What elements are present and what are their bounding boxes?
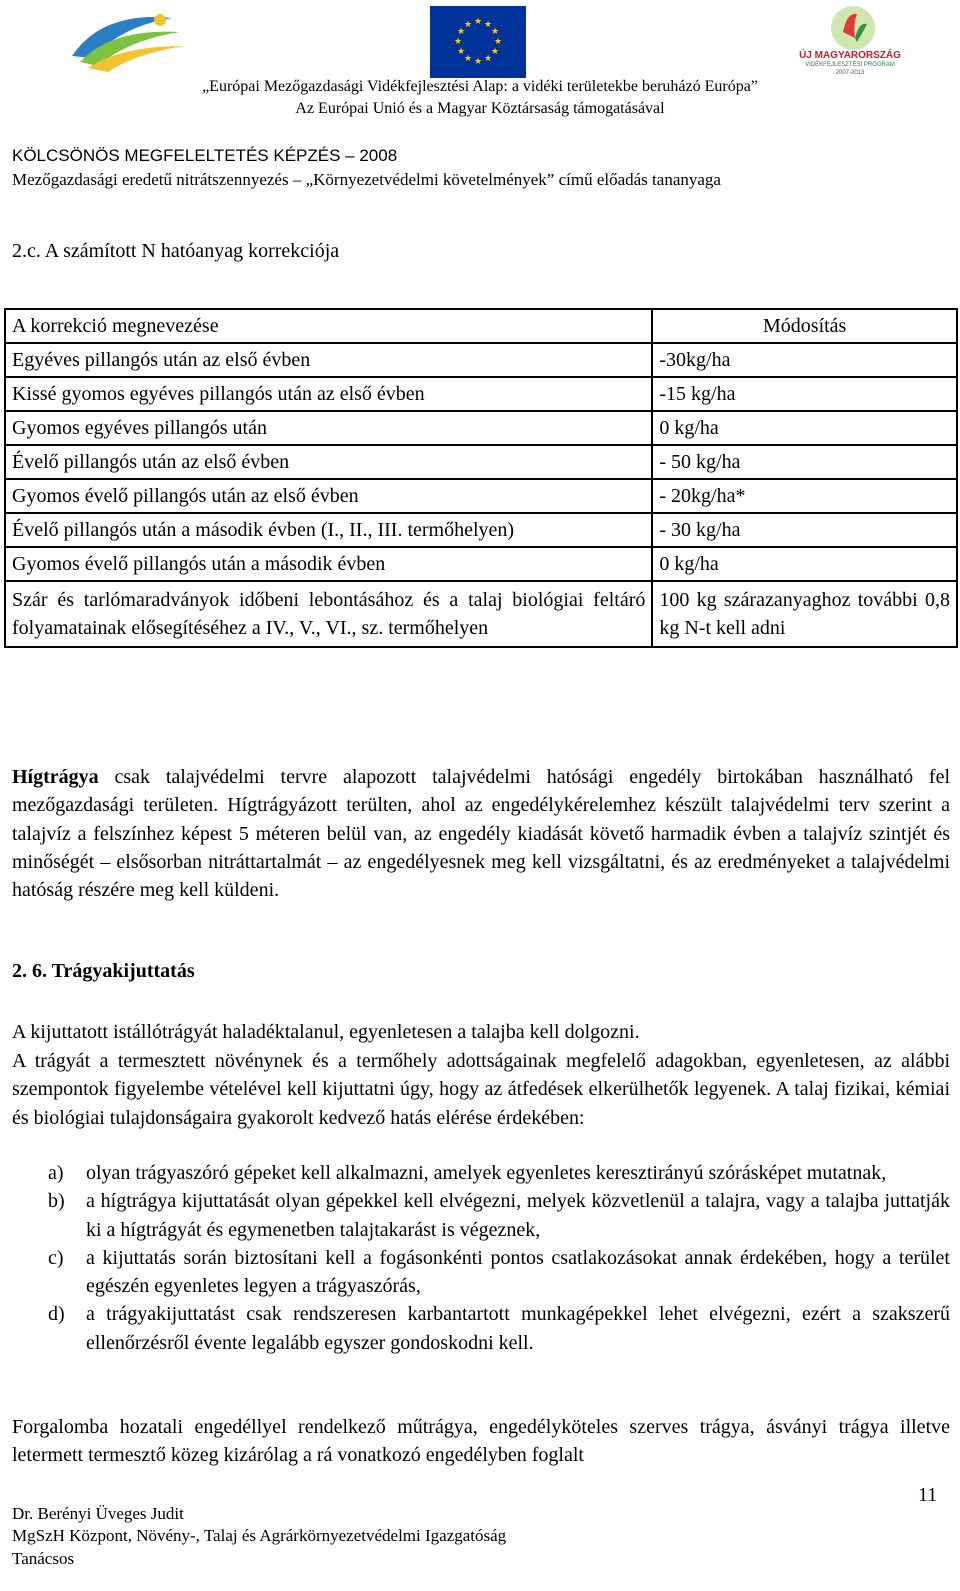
svg-text:★: ★ [473, 17, 483, 27]
uj-magyarorszag-logo [795, 2, 905, 80]
table-cell-value: 0 kg/ha [652, 547, 957, 581]
table-row [5, 581, 957, 647]
table-cell-value: - 30 kg/ha [652, 513, 957, 547]
svg-text:★: ★ [490, 27, 500, 37]
list-text: a trágyakijuttatást csak rendszeresen karbantartott munkagépekkel lehet elvégezni, ezért a szakszerű ellenőrzésről évente legalább egyszer gondoskodni kell. [86, 1303, 950, 1354]
list-item [12, 1159, 950, 1187]
table-cell-name: Szár és tarlómaradványok időbeni lebontásához és a talaj biológiai feltáró folyamatainak elősegítéséhez a IV., V., VI., sz. termőhelyen [5, 581, 652, 647]
list-marker: c) [48, 1246, 64, 1269]
manure-paragraph: A kijuttatott istállótrágyát haladéktalanul, egyenletesen a talajba kell dolgozni. [12, 1021, 640, 1043]
footer-organization: MgSzH Központ, Növény-, Talaj és Agrárkörnyezetvédelmi Igazgatóság [12, 1526, 507, 1545]
list-item [12, 1187, 950, 1244]
slurry-text: csak talajvédelmi tervre alapozott talajvédelmi hatósági engedély birtokában használható fel mezőgazdasági területen. Hígtrágyázott terülten, ahol az engedélykérelemhez készült talajvédelmi terv szerint a talajvíz a felszínhez képest 5 méteren belül van, az engedély kiadását követő harmadik évben a talajvíz szintjét és minőségét – elsősorban nitráttartalmát – az engedélyesnek meg kell vizsgáltatni, és az eredményeket a talajvédelmi hatóság részére meg kell küldeni. [12, 766, 950, 902]
list-text: a kijuttatás során biztosítani kell a fogásonkénti pontos csatlakozásokat annak érdekében, hogy a terület egészén egyenletes legyen a trágyaszórás, [86, 1246, 950, 1298]
table-row [5, 377, 957, 411]
svg-text:★: ★ [473, 57, 483, 67]
svg-text:★: ★ [453, 37, 463, 47]
list-text: olyan trágyaszóró gépeket kell alkalmazni, amelyek egyenletes keresztirányú szórásképet mutatnak, [86, 1162, 887, 1184]
table-cell-name: Gyomos évelő pillangós után az első évben [5, 479, 652, 513]
table-row [5, 411, 957, 445]
course-title: KÖLCSÖNÖS MEGFELELTETÉS KÉPZÉS – 2008 [12, 146, 398, 165]
application-paragraph: A trágyát a termesztett növénynek és a termőhely adottságainak megfelelő adagokban, egyenletesen, az alábbi szempontok figyelembe vételével kell kijuttatni úgy, hogy az átfedések elkerülhetők legyenek. A talaj fizikai, kémiai és biológiai tulajdonságaira gyakorolt kedvező hatás elérése érdekében: [12, 1050, 950, 1129]
svg-text:★: ★ [463, 54, 473, 64]
svg-text:★: ★ [493, 37, 503, 47]
subsection-heading: 2. 6. Trágyakijuttatás [12, 960, 195, 982]
support-line: Az Európai Unió és a Magyar Köztársaság támogatásával [295, 100, 665, 117]
requirements-list [12, 1159, 950, 1357]
page-number: 11 [918, 1484, 938, 1506]
list-marker: b) [48, 1190, 65, 1213]
section-heading: 2.c. A számított N hatóanyag korrekciója [12, 240, 340, 262]
table-cell-name: Évelő pillangós után az első évben [5, 445, 652, 479]
footer-author: Dr. Berényi Üveges Judit [12, 1504, 184, 1523]
eafrd-logo [62, 6, 190, 76]
logo-right-years: 2007-2013 [835, 70, 865, 76]
table-cell-value: -30kg/ha [652, 343, 957, 377]
table-header-name: A korrekció megnevezése [5, 309, 652, 343]
slurry-paragraph [12, 763, 950, 904]
table-cell-name: Gyomos egyéves pillangós után [5, 411, 652, 445]
table-row [5, 445, 957, 479]
fertilizer-paragraph: Forgalomba hozatali engedéllyel rendelkező műtrágya, engedélyköteles szerves trágya, ásványi trágya illetve letermett termesztő közeg kizárólag a rá vonatkozó engedélyben foglalt [12, 1416, 950, 1467]
logo-right-subtitle: VIDÉKFEJLESZTÉSI PROGRAM [805, 62, 895, 68]
svg-text:★: ★ [483, 54, 493, 64]
table-cell-value: - 50 kg/ha [652, 445, 957, 479]
table-cell-name: Egyéves pillangós után az első évben [5, 343, 652, 377]
funding-line: „Európai Mezőgazdasági Vidékfejlesztési Alap: a vidéki területekbe beruházó Európa” [202, 78, 758, 95]
list-marker: d) [48, 1303, 65, 1326]
course-subtitle: Mezőgazdasági eredetű nitrátszennyezés – „Környezetvédelmi követelmények” című előadás tananyaga [12, 170, 721, 189]
table-header-modification: Módosítás [652, 309, 957, 343]
table-row [5, 513, 957, 547]
footer-role: Tanácsos [12, 1549, 75, 1568]
svg-text:★: ★ [483, 20, 493, 30]
table-row [5, 343, 957, 377]
list-item [12, 1300, 950, 1357]
svg-text:★: ★ [490, 47, 500, 57]
table-cell-value: 100 kg szárazanyaghoz további 0,8 kg N-t kell adni [652, 581, 957, 647]
table-cell-name: Évelő pillangós után a második évben (I., II., III. termőhelyen) [5, 513, 652, 547]
list-item [12, 1244, 950, 1301]
table-row [5, 479, 957, 513]
table-cell-value: - 20kg/ha* [652, 479, 957, 513]
list-text: a hígtrágya kijuttatását olyan gépekkel kell elvégezni, melyek közvetlenül a talajra, vagy a talajba juttatják ki a hígtrágyát és egymenetben talajtakarást is végeznek, [86, 1190, 950, 1241]
slurry-term: Hígtrágya [12, 766, 99, 788]
svg-text:★: ★ [456, 27, 466, 37]
logo-right-title: ÚJ MAGYARORSZÁG [799, 50, 901, 61]
table-cell-name: Kissé gyomos egyéves pillangós után az első évben [5, 377, 652, 411]
table-header-row [5, 309, 957, 343]
table-cell-value: -15 kg/ha [652, 377, 957, 411]
list-marker: a) [48, 1162, 64, 1184]
table-cell-name: Gyomos évelő pillangós után a második évben [5, 547, 652, 581]
eu-flag-logo [430, 6, 526, 78]
svg-text:★: ★ [456, 47, 466, 57]
table-cell-value: 0 kg/ha [652, 411, 957, 445]
correction-table [4, 308, 958, 648]
table-row [5, 547, 957, 581]
svg-text:★: ★ [463, 20, 473, 30]
